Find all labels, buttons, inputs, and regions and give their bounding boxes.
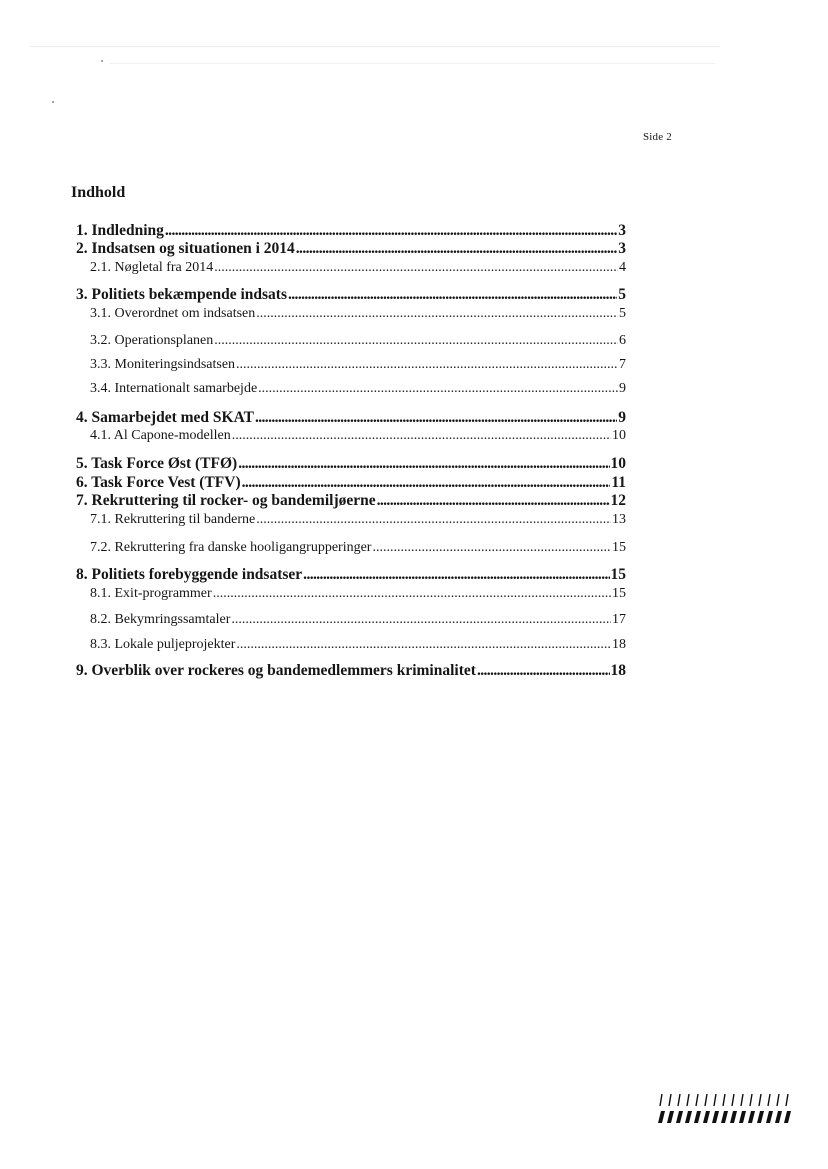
toc-entry[interactable] xyxy=(90,381,626,397)
toc-entry-page: 3 xyxy=(618,222,626,239)
toc-entry-label: 4. Samarbejdet med SKAT xyxy=(76,409,254,426)
toc-dot-leader xyxy=(255,409,617,427)
toc-entry[interactable] xyxy=(76,492,626,510)
toc-dot-leader xyxy=(214,260,618,276)
toc-entry-page: 3 xyxy=(618,240,626,257)
toc-dot-leader xyxy=(256,512,611,528)
toc-entry[interactable] xyxy=(76,222,626,240)
toc-entry[interactable] xyxy=(76,662,626,680)
toc-entry-label: 2.1. Nøgletal fra 2014 xyxy=(90,260,214,275)
toc-entry-page: 5 xyxy=(619,306,626,321)
barcode-top-row xyxy=(660,1094,788,1106)
toc-dot-leader xyxy=(372,540,611,556)
toc-entry-label: 3.4. Internationalt samarbejde xyxy=(90,381,258,396)
toc-dot-leader xyxy=(303,566,609,584)
toc-entry[interactable] xyxy=(90,260,626,276)
toc-entry[interactable] xyxy=(76,409,626,427)
toc-entry-label: 3.2. Operationsplanen xyxy=(90,333,214,348)
toc-entry[interactable] xyxy=(90,540,626,556)
toc-entry-label: 8. Politiets forebyggende indsatser xyxy=(76,566,303,583)
toc-entry[interactable] xyxy=(76,455,626,473)
toc-dot-leader xyxy=(231,612,611,628)
toc-entry-label: 3. Politiets bekæmpende indsats xyxy=(76,286,287,303)
toc-entry[interactable] xyxy=(76,566,626,584)
toc-entry-label: 3.3. Moniteringsindsatsen xyxy=(90,357,236,372)
page-number: Side 2 xyxy=(642,131,672,143)
toc-dot-leader xyxy=(238,455,609,473)
toc-entry-page: 7 xyxy=(619,357,626,372)
toc-dot-leader xyxy=(165,222,617,240)
toc-dot-leader xyxy=(477,662,610,680)
toc-entry-page: 15 xyxy=(612,586,626,601)
barcode-bottom-row xyxy=(658,1111,791,1123)
toc-entry-label: 7. Rekruttering til rocker- og bandemiljøerne xyxy=(76,492,376,509)
toc-dot-leader xyxy=(258,381,618,397)
toc-dot-leader xyxy=(213,586,611,602)
toc-dot-leader xyxy=(236,357,618,373)
toc-dot-leader xyxy=(288,286,617,304)
document-barcode xyxy=(656,1090,796,1126)
toc-dot-leader xyxy=(232,428,611,444)
toc-entry-label: 3.1. Overordnet om indsatsen xyxy=(90,306,256,321)
toc-dot-leader xyxy=(214,333,618,349)
toc-entry-page: 17 xyxy=(612,612,626,627)
toc-heading: Indhold xyxy=(71,184,126,201)
toc-entry-label: 4.1. Al Capone-modellen xyxy=(90,428,231,443)
toc-entry[interactable] xyxy=(90,306,626,322)
toc-entry-label: 7.2. Rekruttering fra danske hooligangrupperinger xyxy=(90,540,372,555)
toc-entry[interactable] xyxy=(90,586,626,602)
toc-dot-leader xyxy=(236,637,611,653)
toc-entry-page: 9 xyxy=(618,409,626,426)
toc-entry-page: 18 xyxy=(612,637,626,652)
toc-entry[interactable] xyxy=(76,474,626,492)
toc-entry[interactable] xyxy=(90,637,626,653)
toc-entry-label: 2. Indsatsen og situationen i 2014 xyxy=(76,240,295,257)
toc-entry-page: 13 xyxy=(612,512,626,527)
toc-entry-page: 5 xyxy=(618,286,626,303)
toc-entry[interactable] xyxy=(90,333,626,349)
toc-entry[interactable] xyxy=(76,240,626,258)
toc-entry-page: 18 xyxy=(610,662,626,679)
toc-entry-label: 8.1. Exit-programmer xyxy=(90,586,212,601)
toc-entry-page: 11 xyxy=(611,474,626,491)
toc-entry[interactable] xyxy=(76,286,626,304)
toc-dot-leader xyxy=(256,306,618,322)
toc-entry-label: 7.1. Rekruttering til banderne xyxy=(90,512,256,527)
toc-entry-page: 15 xyxy=(612,540,626,555)
toc-entry-page: 9 xyxy=(619,381,626,396)
toc-entry-label: 9. Overblik over rockeres og bandemedlemmers kriminalitet xyxy=(76,662,476,679)
toc-dot-leader xyxy=(377,492,610,510)
toc-entry-label: 8.3. Lokale puljeprojekter xyxy=(90,637,236,652)
toc-entry-label: 8.2. Bekymringssamtaler xyxy=(90,612,231,627)
toc-entry[interactable] xyxy=(90,357,626,373)
toc-dot-leader xyxy=(296,240,617,258)
toc-entry-page: 12 xyxy=(610,492,626,509)
toc-entry[interactable] xyxy=(90,612,626,628)
toc-entry-page: 4 xyxy=(619,260,626,275)
toc-entry-page: 15 xyxy=(610,566,626,583)
toc-entry-label: 1. Indledning xyxy=(76,222,164,239)
toc-entry-label: 5. Task Force Øst (TFØ) xyxy=(76,455,238,472)
toc-entry-page: 10 xyxy=(612,428,626,443)
toc-dot-leader xyxy=(242,474,611,492)
toc-entry-label: 6. Task Force Vest (TFV) xyxy=(76,474,241,491)
toc-entry-page: 10 xyxy=(610,455,626,472)
toc-entry[interactable] xyxy=(90,428,626,444)
toc-entry[interactable] xyxy=(90,512,626,528)
toc-entry-page: 6 xyxy=(619,333,626,348)
